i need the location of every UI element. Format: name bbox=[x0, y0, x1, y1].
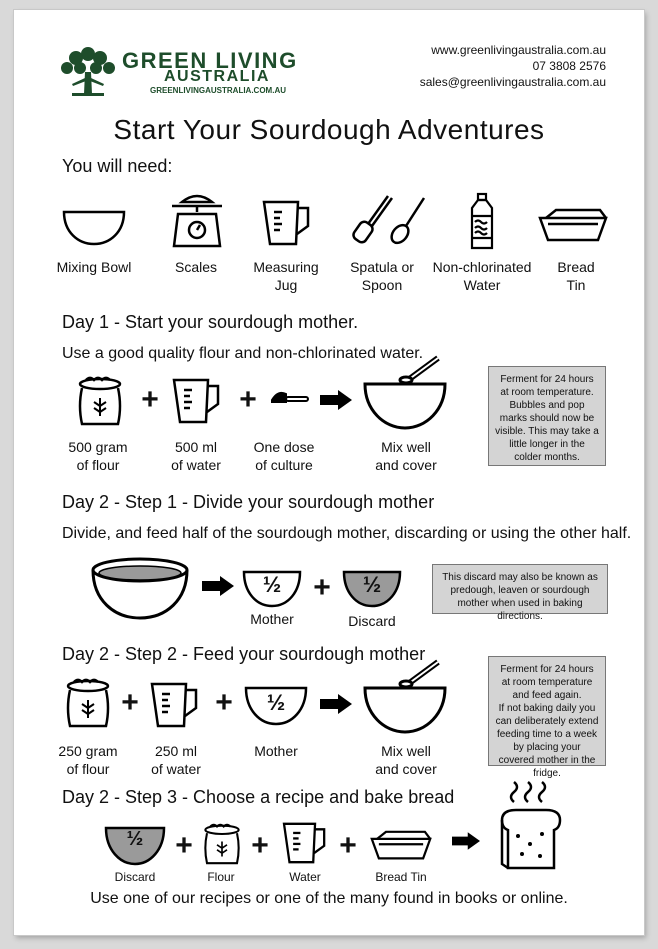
spatula-spoon-icon bbox=[352, 192, 428, 246]
step1-caption-discard: Discard bbox=[348, 613, 396, 629]
half-label: ½ bbox=[262, 572, 282, 597]
step2-caption-mix: Mix well and cover bbox=[375, 743, 437, 777]
step2-note: Ferment for 24 hours at room temperature and feed again. If not baking daily you can deliberately extend feeding time to a week by placing your covered mother in the fridge. bbox=[488, 656, 606, 766]
step2-caption-mother: Mother bbox=[254, 743, 298, 759]
bread-loaf-icon bbox=[496, 780, 566, 872]
plus-sign: + bbox=[215, 686, 233, 719]
plus-sign: + bbox=[251, 829, 269, 862]
half-label: ½ bbox=[266, 690, 286, 715]
needs-item-spatula: Spatula or Spoon bbox=[350, 259, 414, 293]
day1-text: Use a good quality flour and non-chlorinated water. bbox=[62, 345, 424, 362]
step1-note: This discard may also be known as predough, leaven or sourdough mother when used in baking directions. bbox=[432, 564, 608, 614]
measuring-jug-icon bbox=[150, 682, 200, 728]
needs-item-scales: Scales bbox=[174, 259, 218, 275]
brand-subname: AUSTRALIA bbox=[164, 68, 270, 85]
arrow-right-icon bbox=[320, 390, 352, 410]
page-title: Start Your Sourdough Adventures bbox=[113, 114, 545, 145]
water-bottle-icon bbox=[468, 192, 496, 252]
step1-text: Divide, and feed half of the sourdough mother, discarding or using the other half. bbox=[62, 525, 632, 542]
arrow-right-icon bbox=[320, 694, 352, 714]
plus-sign: + bbox=[239, 383, 257, 416]
tree-logo-icon bbox=[58, 44, 118, 98]
needs-item-water: Non-chlorinated Water bbox=[432, 259, 532, 293]
step2-caption-water: 250 ml of water bbox=[151, 743, 201, 777]
needs-item-bread-tin: Bread Tin bbox=[557, 259, 595, 293]
day1-note: Ferment for 24 hours at room temperature. Bubbles and pop marks should now be visible. This may take a little longer in the colder months. bbox=[488, 366, 606, 466]
plus-sign: + bbox=[339, 829, 357, 862]
bread-tin-icon bbox=[538, 206, 608, 246]
step3-heading: Day 2 - Step 3 - Choose a recipe and bake bread bbox=[62, 787, 455, 807]
measuring-jug-icon bbox=[282, 822, 328, 864]
brand-name: GREEN LIVING bbox=[122, 48, 298, 73]
flour-bag-icon bbox=[76, 376, 124, 426]
step2-caption-flour: 250 gram of flour bbox=[58, 743, 118, 777]
needs-item-mixing-bowl: Mixing Bowl bbox=[56, 259, 132, 275]
mixing-bowl-icon bbox=[62, 210, 126, 246]
brand-url: GREENLIVINGAUSTRALIA.COM.AU bbox=[150, 86, 286, 95]
needs-item-jug: Measuring Jug bbox=[253, 259, 319, 293]
day1-caption-flour: 500 gram of flour bbox=[68, 439, 128, 473]
contact-website[interactable]: www.greenlivingaustralia.com.au bbox=[431, 43, 606, 57]
step3-caption-bread-tin: Bread Tin bbox=[375, 870, 427, 884]
step3-caption-water: Water bbox=[289, 870, 321, 884]
bread-tin-icon bbox=[370, 828, 432, 864]
scales-icon bbox=[168, 192, 226, 250]
plus-sign: + bbox=[313, 571, 331, 604]
flour-bag-icon bbox=[64, 678, 112, 728]
plus-sign: + bbox=[175, 829, 193, 862]
arrow-right-icon bbox=[202, 576, 234, 596]
flour-bag-icon bbox=[202, 822, 242, 866]
half-label: ½ bbox=[126, 828, 144, 850]
arrow-right-icon bbox=[452, 832, 480, 850]
measuring-jug-icon bbox=[262, 200, 312, 246]
day1-heading: Day 1 - Start your sourdough mother. bbox=[62, 312, 359, 332]
contact-email[interactable]: sales@greenlivingaustralia.com.au bbox=[419, 75, 606, 89]
step3-caption-flour: Flour bbox=[207, 870, 235, 884]
day1-caption-mix: Mix well and cover bbox=[375, 439, 437, 473]
plus-sign: + bbox=[121, 686, 139, 719]
contact-phone[interactable]: 07 3808 2576 bbox=[532, 59, 606, 73]
bowl-with-mother-icon bbox=[90, 556, 190, 622]
step1-caption-mother: Mother bbox=[250, 611, 294, 627]
day1-caption-culture: One dose of culture bbox=[253, 439, 315, 473]
mixing-bowl-whisk-icon bbox=[362, 658, 448, 736]
step2-heading: Day 2 - Step 2 - Feed your sourdough mother bbox=[62, 644, 426, 664]
half-label: ½ bbox=[362, 572, 382, 597]
footer-text: Use one of our recipes or one of the many found in books or online. bbox=[90, 890, 568, 907]
needs-heading: You will need: bbox=[62, 156, 173, 176]
mixing-bowl-whisk-icon bbox=[362, 354, 448, 432]
step1-heading: Day 2 - Step 1 - Divide your sourdough mother bbox=[62, 492, 435, 512]
plus-sign: + bbox=[141, 383, 159, 416]
measuring-jug-icon bbox=[172, 378, 222, 424]
step3-caption-discard: Discard bbox=[114, 870, 156, 884]
culture-scoop-icon bbox=[270, 390, 310, 406]
day1-caption-water: 500 ml of water bbox=[171, 439, 221, 473]
